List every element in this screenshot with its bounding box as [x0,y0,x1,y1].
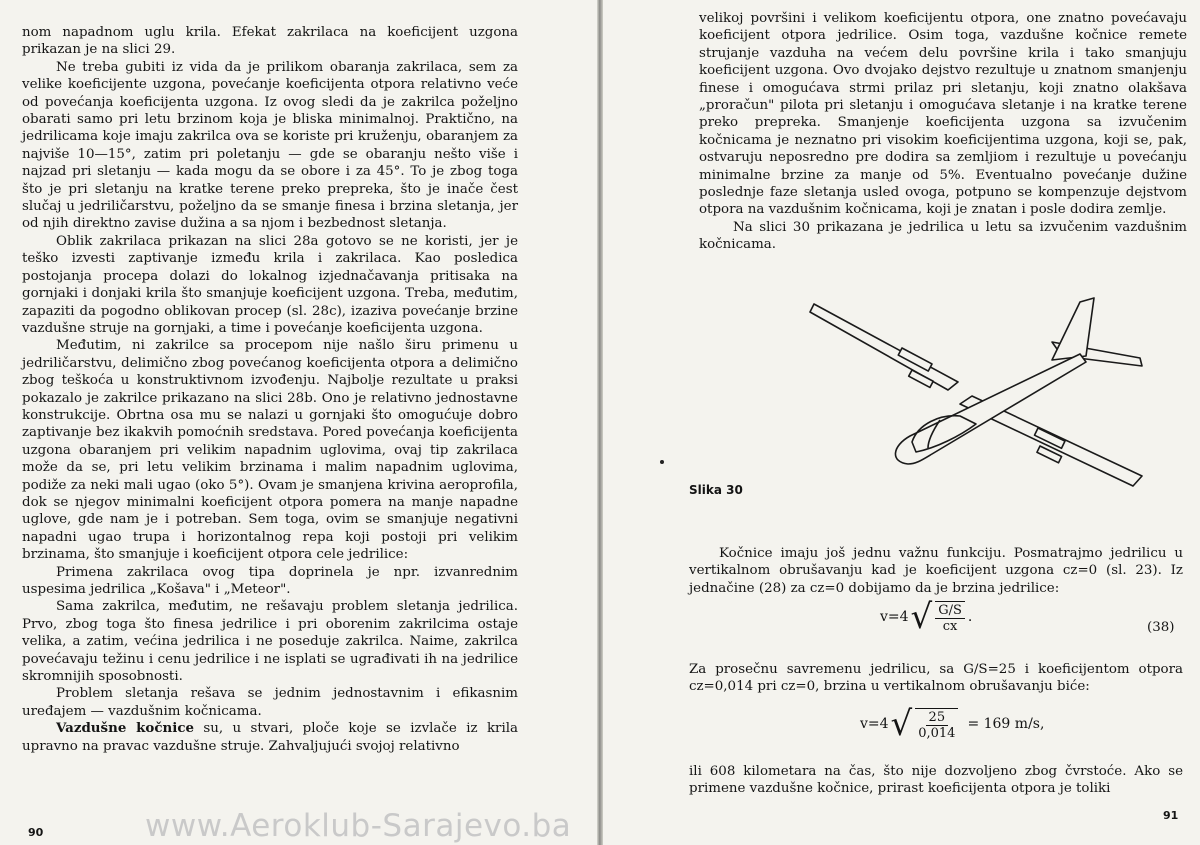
equation-38 [880,597,973,637]
paragraph [689,545,1183,597]
paragraph: Ne treba gubiti iz vida da je prilikom obaranja zakrilaca, sem za velike koeficijente uzgona, povećanje koeficijenta otpora relativno veće od povećanja koeficijenta uzgona. Iz ovog sledi da je zakrilca poželjno obarati samo pri letu brzinom koja je bliska minimalnoj. Praktično, na jedrilicama koje imaju zakrilca ova se koriste pri kruženju, obaranjem za najviše 10—15°, zatim pri poletanju — gde se obaranju nešto više i najzad pri sletanju — kada mogu da se obore i za 45°. To je zbog toga što je pri sletanju na kratke terene preko prepreka, što je inače čest slučaj u jedriličarstvu, poželjno da se smanje finesa i brzina sletanja, jer od njih direktno zavise dužina a sa njom i bezbednost sletanja. [22,59,518,232]
fraction-numerator: 25 [926,710,949,726]
term-bold: Vazdušne kočnice [56,720,194,737]
equation-tail: . [967,609,973,625]
equation-rhs: = 169 m/s, [967,716,1045,732]
page-number-left: 90 [28,826,44,839]
glider-illustration [790,286,1150,491]
left-text-column [22,24,518,755]
page-number-right: 91 [1163,809,1179,822]
equation-lhs: v=4 [860,716,889,732]
paragraph [689,763,1183,798]
sqrt-symbol: √ [890,704,913,744]
figure-caption: Slika 30 [689,483,743,497]
paragraph [22,720,518,755]
equation-velocity [860,704,1045,744]
paragraph: Primena zakrilaca ovog tipa doprinela je npr. izvanrednim uspesima jedrilica „Košava" i „Meteor". [22,564,518,597]
paragraph: Sama zakrilca, međutim, ne rešavaju problem sletanja jedrilica. Prvo, zbog toga što finesa jedrilice i pri oborenim zakrilcima ostaje velika, a zatim, većina jedrilica i ne poseduje zakrilca. Naime, zakrilca povećavaju težinu i cenu jedrilice i ne isplati se ugrađivati ih na jedrilice skromnijih sposobnosti. [22,599,518,685]
paragraph: Problem sletanja rešava se jednim jednostavnim i efikasnim uređajem — vazdušnim kočnicama. [22,686,518,719]
paragraph: Na slici 30 prikazana je jedrilica u letu sa izvučenim vazdušnim kočnicama. [699,219,1187,253]
paragraph-text: Za prosečnu savremenu jedrilicu, sa G/S=25 i koeficijentom otpora cz=0,014 pri cz=0, brzina u vertikalnom obrušavanju biće: [689,662,1183,695]
left-page [0,0,598,845]
fraction-denominator: cx [942,618,958,634]
fraction-denominator: 0,014 [918,725,956,741]
fraction-numerator: G/S [935,603,965,619]
paragraph: nom napadnom uglu krila. Efekat zakrilaca na koeficijent uzgona prikazan je na slici 29. [22,25,518,58]
paragraph: Međutim, ni zakrilce sa procepom nije našlo širu primenu u jedriličarstvu, delimično zbog povećanog koeficijenta otpora a delimično zbog teškoća u konstruktivnom izvođenju. Najbolje rezultate u praksi pokazalo je zakrilce prikazano na slici 28b. Ono je relativno jednostavne konstrukcije. Obrtna osa mu se nalazi u gornjaki što omogućuje dobro zaptivanje bez ikakvih pomoćnih sredstava. Pored povećanja koeficijenta uzgona obaranjem pri velikim napadnim uglovima, ovaj tip zakrilaca može da se, pri letu velikim brzinama i malim napadnim uglovima, podiže za neki mali ugao (oko 5°). Ovam je smanjena krivina aeroprofila, dok se njegov minimalni koeficijent otpora pomera na manje napadne uglove, gde nam je i potreban. Sem toga, ovim se smanjuje negativni napadni ugao trupa i horizontalnog repa koji postoji pri velikim brzinama, što smanjuje i koeficijent otpora cele jedrilice: [22,338,518,563]
paragraph: Oblik zakrilaca prikazan na slici 28a gotovo se ne koristi, jer je teško izvesti zaptivanje između krila i zakrilaca. Kao posledica postojanja procepa dolazi do lokalnog izjednačavanja pritisaka na gornjaki i donjaki krila što smanjuje koeficijent uzgona. Treba, međutim, zapaziti da pogodno oblikovan procep (sl. 28c), izaziva povećanje brzine vazdušne struje na gornjaki, a time i povećanje koeficijenta uzgona. [22,233,518,336]
paragraph [689,661,1183,696]
watermark: www.Aeroklub-Sarajevo.ba [145,808,572,844]
book-spine [597,0,603,845]
equation-fraction [935,601,965,634]
equation-lhs: v=4 [880,609,909,625]
equation-fraction [915,708,958,741]
paragraph-text: ili 608 kilometara na čas, što nije dozvoljeno zbog čvrstoće. Ako se primene vazdušne kočnice, prirast koeficijenta otpora je toliki [689,764,1183,797]
paragraph: velikoj površini i velikom koeficijentu otpora, one znatno povećavaju koeficijent otpora jedrilice. Osim toga, vazdušne kočnice remete strujanje vazduha na većem delu površine krila i tako smanjuju koeficijent uzgona. Ovo dvojako dejstvo rezultuje u znatnom smanjenju finese i omogućava strmi prilaz pri sletanju, koji znatno olakšava „proračun" pilota pri sletanju i omogućava sletanje i na kratke terene preko prepreka. Smanjenje koeficijenta uzgona sa izvučenim kočnicama je neznatno pri visokim koeficijentima uzgona, koji se, pak, ostvaruju neposredno pre dodira sa zemljiom i rezultuje u povećanju minimalne brzine za manje od 5%. Eventualno povećanje dužine poslednje faze sletanja usled ovoga, potpuno se kompenzuje dejstvom otpora na vazdušnim kočnicama, koji je znatan i posle dodira zemlje. [699,11,1187,218]
equation-number: (38) [1147,620,1175,635]
sqrt-symbol: √ [910,597,933,637]
paragraph-rest: su, u stvari, ploče koje se izvlače iz krila upravno na pravac vazdušne struje. Zahvaljujući svojoj relativno [22,721,519,754]
paragraph-text: Kočnice imaju još jednu važnu funkciju. Posmatrajmo jedrilicu u vertikalnom obrušavanju kad je koeficijent uzgona cz=0 (sl. 23). Iz jednačine (28) za cz=0 dobijamo da je brzina jedrilice: [689,546,1183,596]
print-speck [660,460,664,464]
right-text-column [699,10,1187,254]
